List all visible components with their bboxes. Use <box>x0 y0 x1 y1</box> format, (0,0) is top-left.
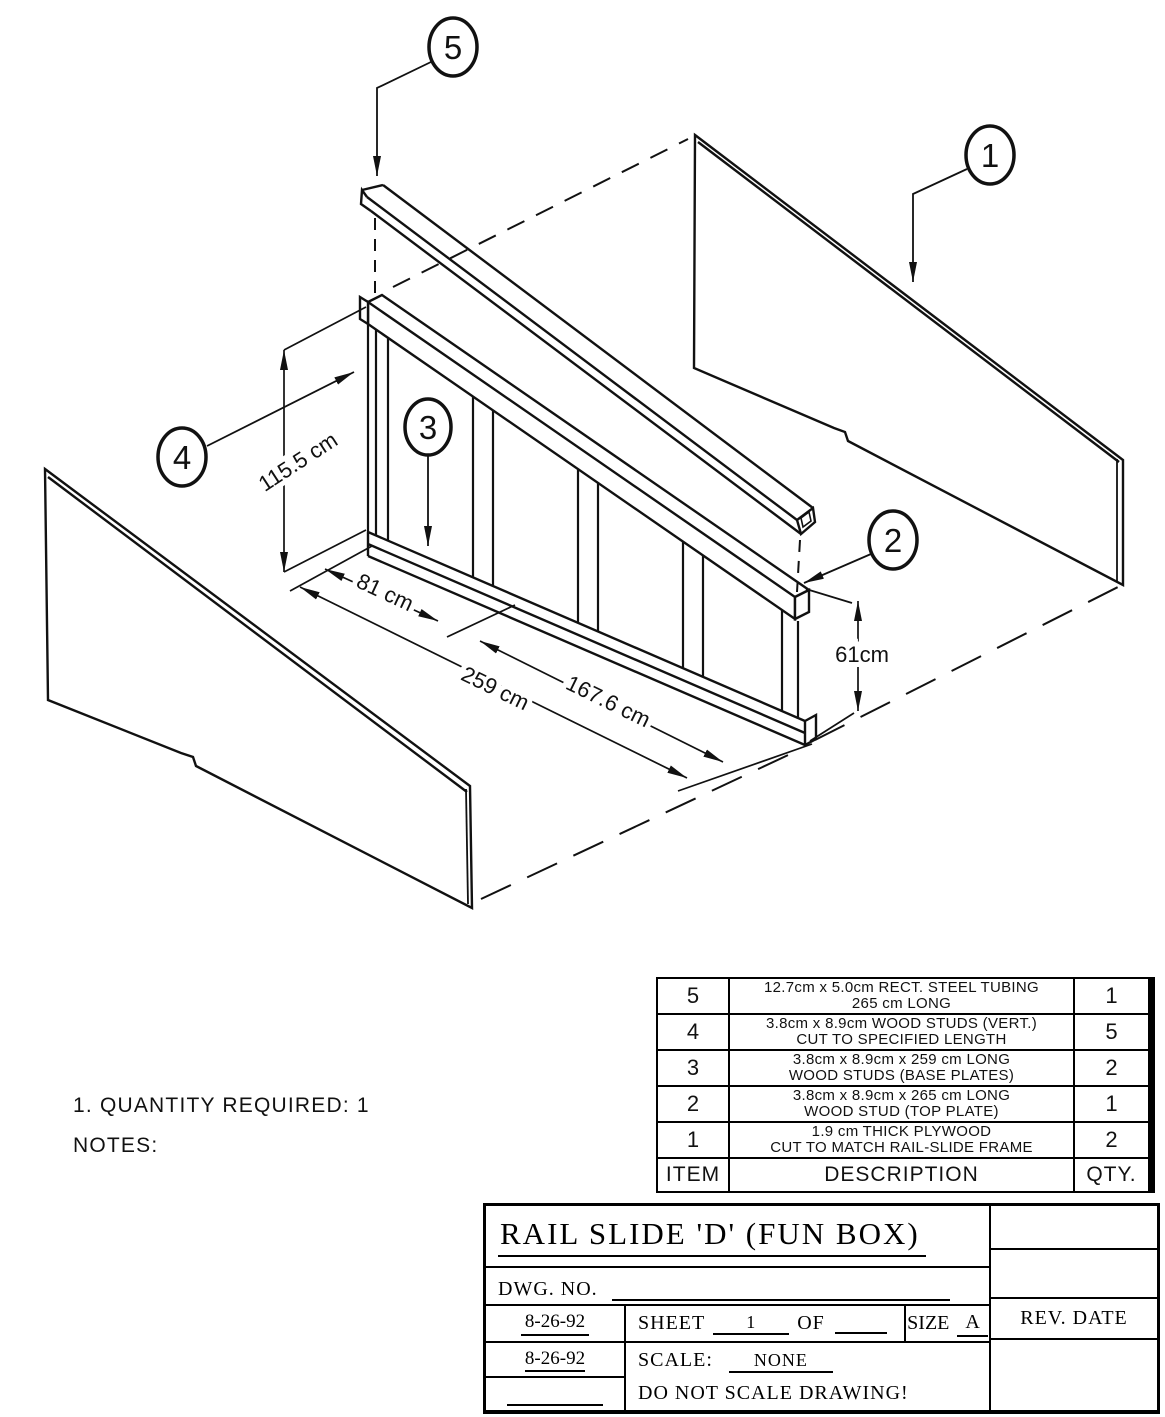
bom-item: 5 <box>658 979 730 1015</box>
drawing-title-cell <box>486 1206 989 1268</box>
date-cell-blank <box>486 1378 624 1410</box>
dim-height-left-label: 115.5 cm <box>253 427 342 497</box>
balloon-5-number: 5 <box>443 29 463 66</box>
size-value: A <box>957 1311 987 1337</box>
bom-desc-line: 3.8cm x 8.9cm WOOD STUDS (VERT.) <box>765 1015 1038 1032</box>
bom-description <box>730 1051 1075 1087</box>
sheet-row <box>486 1306 989 1343</box>
bom-qty: 5 <box>1075 1015 1148 1051</box>
bom-description <box>730 1087 1075 1123</box>
bom-description <box>730 1123 1075 1159</box>
balloon-2-number: 2 <box>883 522 903 559</box>
date-1: 8-26-92 <box>521 1311 589 1336</box>
bom-item: 1 <box>658 1123 730 1159</box>
balloon-3-number: 3 <box>418 409 438 446</box>
dwg-no-label: DWG. NO. <box>498 1278 598 1300</box>
revision-column <box>991 1206 1157 1410</box>
bom-header-qty: QTY. <box>1086 1163 1137 1186</box>
drawing-title: RAIL SLIDE 'D' (FUN BOX) <box>498 1216 926 1257</box>
bom-header-description: DESCRIPTION <box>730 1159 1075 1191</box>
bom-qty: 1 <box>1075 979 1148 1015</box>
bom-desc-line: 3.8cm x 8.9cm x 259 cm LONG <box>792 1051 1011 1068</box>
balloon-4-number: 4 <box>172 439 192 476</box>
dim-base-length-label: 259 cm <box>457 661 534 716</box>
bom-description <box>730 979 1075 1015</box>
notes-label: NOTES: <box>73 1134 159 1157</box>
bom-desc-line: 265 cm LONG <box>851 995 952 1012</box>
date-2: 8-26-92 <box>525 1348 585 1372</box>
bom-desc-line: WOOD STUDS (BASE PLATES) <box>788 1067 1015 1084</box>
plywood-panel-front <box>45 469 472 908</box>
sheet-number: 1 <box>713 1312 789 1335</box>
bom-desc-line: CUT TO MATCH RAIL-SLIDE FRAME <box>770 1139 1033 1156</box>
of-label: OF <box>797 1312 825 1334</box>
scale-value: NONE <box>729 1350 833 1373</box>
bom-desc-line: WOOD STUD (TOP PLATE) <box>804 1103 999 1120</box>
size-cell <box>904 1306 989 1341</box>
bom-desc-line: 3.8cm x 8.9cm x 265 cm LONG <box>792 1087 1011 1104</box>
dim-upper-length-label: 167.6 cm <box>562 670 655 733</box>
do-not-scale-warning: DO NOT SCALE DRAWING! <box>638 1382 909 1404</box>
bom-description <box>730 1015 1075 1051</box>
sheet-of-blank <box>835 1314 887 1334</box>
title-block-main <box>486 1206 991 1410</box>
dim-height-right-label: 61cm <box>835 642 889 667</box>
date-cell-2 <box>486 1343 624 1378</box>
date-blank-underline <box>507 1390 603 1406</box>
note-quantity: 1. QUANTITY REQUIRED: 1 <box>73 1094 370 1117</box>
bom-desc-line: CUT TO SPECIFIED LENGTH <box>796 1031 1007 1048</box>
scale-label: SCALE: <box>638 1349 713 1371</box>
bom-desc-line: 12.7cm x 5.0cm RECT. STEEL TUBING <box>764 979 1039 996</box>
bom-header-item: ITEM <box>658 1159 730 1191</box>
notes-block <box>73 1086 370 1166</box>
revision-row-empty <box>991 1250 1157 1299</box>
scale-row <box>486 1343 989 1410</box>
bom-qty: 1 <box>1075 1087 1148 1123</box>
revision-row-empty <box>991 1206 1157 1250</box>
title-block <box>483 1203 1160 1414</box>
dwg-no-cell <box>486 1268 989 1306</box>
bom-item: 4 <box>658 1015 730 1051</box>
bom-item: 3 <box>658 1051 730 1087</box>
dim-stud-spacing-label: 81 cm <box>352 568 418 617</box>
dwg-no-blank <box>612 1279 950 1301</box>
bom-item: 2 <box>658 1087 730 1123</box>
sheet-cell <box>626 1306 904 1341</box>
sheet-label: SHEET <box>638 1312 706 1334</box>
size-label: SIZE <box>907 1312 950 1334</box>
balloon-1-number: 1 <box>980 137 1000 174</box>
bom-desc-line: 1.9 cm THICK PLYWOOD <box>811 1123 992 1140</box>
parts-list-table <box>656 977 1155 1193</box>
date-column <box>486 1343 626 1410</box>
revision-row-empty <box>991 1340 1157 1410</box>
scale-cell <box>626 1343 989 1410</box>
date-cell-1 <box>486 1306 626 1341</box>
bom-qty: 2 <box>1075 1051 1148 1087</box>
bom-qty: 2 <box>1075 1123 1148 1159</box>
rev-date-header: REV. DATE <box>991 1299 1157 1340</box>
